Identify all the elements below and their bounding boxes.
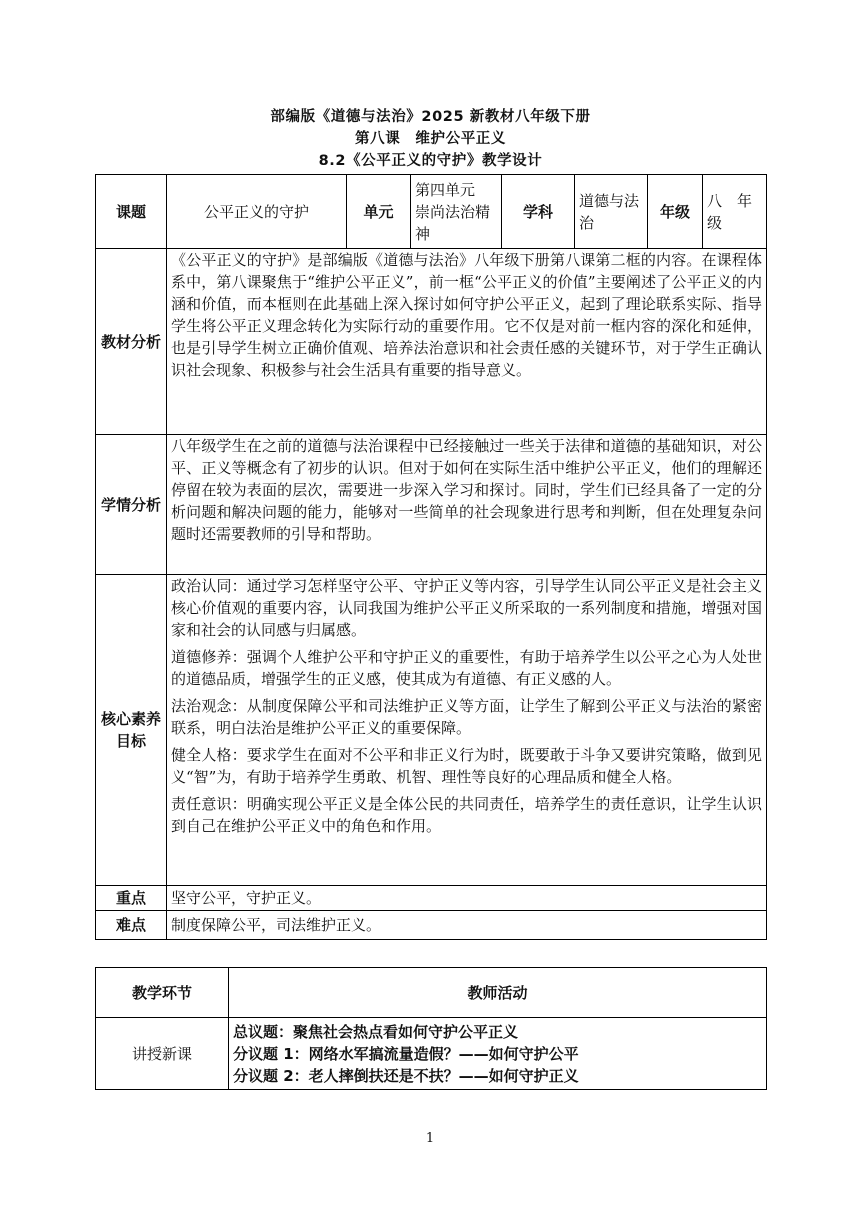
page-number: 1 (425, 1131, 435, 1146)
unit-value: 第四单元 崇尚法治精神 (411, 175, 502, 249)
info-row (96, 175, 767, 249)
core-goals-cell (167, 575, 767, 886)
activity-table (95, 967, 767, 1090)
lesson-plan-table (95, 174, 767, 940)
activity-row (96, 1018, 767, 1090)
sub-topic-1: 分议题 1：网络水军搞流量造假？——如何守护公平 (233, 1044, 579, 1063)
title-line-3: 8.2《公平正义的守护》教学设计 (318, 153, 543, 169)
teacher-activity-header: 教师活动 (229, 968, 767, 1018)
core-goals-row (96, 575, 767, 886)
document-titles (95, 106, 766, 172)
teacher-activity-cell (229, 1018, 767, 1090)
textbook-analysis-label: 教材分析 (96, 249, 167, 435)
student-analysis-label: 学情分析 (96, 435, 167, 575)
textbook-analysis-row (96, 249, 767, 435)
grade-label: 年级 (648, 175, 703, 249)
title-line-2: 第八课 维护公平正义 (355, 131, 506, 147)
stage-cell: 讲授新课 (96, 1018, 229, 1090)
key-point-text: 坚守公平，守护正义。 (167, 886, 767, 911)
goal-personality: 健全人格：要求学生在面对不公平和非正义行为时，既要敢于斗争又要讲究策略，做到见义“智”为，有助于培养学生勇敢、机智、理性等良好的心理品质和健全人格。 (171, 746, 762, 786)
key-point-row (96, 886, 767, 911)
difficulty-row (96, 911, 767, 940)
goal-responsibility: 责任意识：明确实现公平正义是全体公民的共同责任，培养学生的责任意识，让学生认识到自己在维护公平正义中的角色和作用。 (171, 795, 762, 835)
stage-header: 教学环节 (96, 968, 229, 1018)
activity-header-row (96, 968, 767, 1018)
sub-topic-2: 分议题 2：老人摔倒扶还是不扶？——如何守护正义 (233, 1066, 579, 1085)
grade-value: 八 年级 (703, 175, 767, 249)
difficulty-label: 难点 (96, 911, 167, 940)
unit-label: 单元 (347, 175, 411, 249)
student-analysis-row (96, 435, 767, 575)
subject-label: 学科 (502, 175, 575, 249)
topic-label: 课题 (96, 175, 167, 249)
student-analysis-text: 八年级学生在之前的道德与法治课程中已经接触过一些关于法律和道德的基础知识，对公平、正义等概念有了初步的认识。但对于如何在实际生活中维护公平正义，他们的理解还停留在较为表面的层次，需要进一步深入学习和探讨。同时，学生们已经具备了一定的分析问题和解决问题的能力，能够对一些简单的社会现象进行思考和判断，但在处理复杂问题时还需要教师的引导和帮助。 (167, 435, 767, 575)
title-line-1: 部编版《道德与法治》2025 新教材八年级下册 (270, 109, 591, 125)
main-topic: 总议题：聚焦社会热点看如何守护公平正义 (233, 1022, 519, 1041)
goal-law: 法治观念：从制度保障公平和司法维护正义等方面，让学生了解到公平正义与法治的紧密联系，明白法治是维护公平正义的重要保障。 (171, 697, 762, 737)
difficulty-text: 制度保障公平，司法维护正义。 (167, 911, 767, 940)
subject-value: 道德与法治 (575, 175, 648, 249)
core-goals-label: 核心素养目标 (96, 575, 167, 886)
goal-moral: 道德修养：强调个人维护公平和守护正义的重要性，有助于培养学生以公平之心为人处世的道德品质，增强学生的正义感，使其成为有道德、有正义感的人。 (171, 648, 762, 688)
textbook-analysis-text: 《公平正义的守护》是部编版《道德与法治》八年级下册第八课第二框的内容。在课程体系中，第八课聚焦于“维护公平正义”，前一框“公平正义的价值”主要阐述了公平正义的内涵和价值，而本框则在此基础上深入探讨如何守护公平正义，起到了理论联系实际、指导学生将公平正义理念转化为实际行动的重要作用。它不仅是对前一框内容的深化和延伸，也是引导学生树立正确价值观、培养法治意识和社会责任感的关键环节，对于学生正确认识社会现象、积极参与社会生活具有重要的指导意义。 (167, 249, 767, 435)
key-point-label: 重点 (96, 886, 167, 911)
topic-value: 公平正义的守护 (167, 175, 347, 249)
goal-political: 政治认同：通过学习怎样坚守公平、守护正义等内容，引导学生认同公平正义是社会主义核心价值观的重要内容，认同我国为维护公平正义所采取的一系列制度和措施，增强对国家和社会的认同感与归属感。 (171, 577, 762, 639)
